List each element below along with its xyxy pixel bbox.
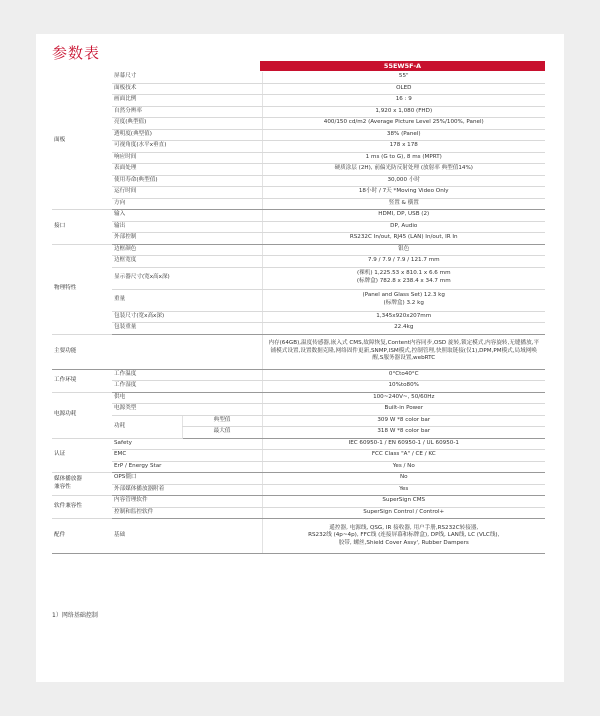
physical-row: [52, 256, 545, 268]
row-label: 方向: [112, 198, 262, 210]
value-line: 1,920 x 1,080 (FHD): [375, 107, 433, 114]
row-label: 使用寿命(典型值): [112, 175, 262, 187]
physical-row: [52, 244, 545, 256]
value-line: 0°Cto40°C: [388, 370, 419, 377]
row-value: 100~240V~, 50/60Hz: [262, 392, 545, 404]
row-value: [262, 381, 545, 393]
panel-row: [52, 118, 545, 130]
value-line-3: 胶带, 螺丝,Shield Cover Assy', Rubber Dampers: [338, 539, 469, 546]
panel-category: [52, 72, 112, 210]
value-line-2: (标牌盒) 3.2 kg: [383, 300, 424, 306]
row-label: OPS僵口: [112, 473, 262, 485]
media-player-row: [52, 484, 545, 496]
row-label: 工作湿度: [112, 381, 262, 393]
certification-row: [52, 438, 545, 450]
value-line: Yes: [399, 485, 409, 492]
category-label: 接口: [54, 222, 66, 229]
row-value: [262, 164, 545, 176]
row-value: [262, 83, 545, 95]
value-line: IEC 60950-1 / EN 60950-1 / UL 60950-1: [348, 439, 459, 446]
software-category: [52, 496, 112, 519]
value-line: 38% (Panel): [386, 130, 421, 137]
value-line: 178 x 178: [389, 142, 418, 149]
spec-sheet: [36, 34, 564, 682]
value-line: SuperSign Control / Control+: [363, 508, 445, 515]
row-label: 输入: [112, 210, 262, 222]
row-value: Built-in Power: [262, 404, 545, 416]
value-line: 18小时 / 7天 *Moving Video Only: [358, 188, 449, 195]
value-line: 22.4kg: [394, 324, 414, 331]
value-line: 16 : 9: [395, 96, 412, 103]
category-label: 面板: [54, 136, 66, 143]
environment-category: [52, 369, 112, 392]
row-value: [262, 438, 545, 450]
category-label: 物理特性: [54, 285, 77, 292]
software-row: [52, 507, 545, 519]
typical-value: 309 W *8 color bar: [262, 415, 545, 427]
value-line: RS232C In/out, RJ45 (LAN) In/out, IR In: [349, 234, 458, 241]
row-label: 面板技术: [112, 83, 262, 95]
row-label: 重量: [112, 289, 262, 311]
row-value: [262, 72, 545, 83]
value-line: 竖置 & 横置: [388, 199, 419, 206]
certification-row: [52, 461, 545, 473]
row-label: 可视角度(水平x垂直): [112, 141, 262, 153]
row-label: 透明度(典型值): [112, 129, 262, 141]
row-value: [262, 118, 545, 130]
row-label-empty: [112, 334, 262, 369]
row-value: [262, 187, 545, 199]
row-label: ErP / Energy Star: [112, 461, 262, 473]
row-label: 工作温度: [112, 369, 262, 381]
row-value: [262, 233, 545, 245]
accessories-value: [262, 519, 545, 554]
row-label: 电源类型: [112, 404, 262, 416]
interface-category: [52, 210, 112, 245]
row-value: [262, 369, 545, 381]
row-label: 包装尺寸(宽x高x深): [112, 311, 262, 323]
panel-row: [52, 164, 545, 176]
value-line: 1 ms (G to G), 8 ms (MPRT): [365, 153, 442, 160]
row-label: 自然分辨率: [112, 106, 262, 118]
power-row: [52, 392, 545, 404]
row-label: 输出: [112, 221, 262, 233]
certification-row: [52, 450, 545, 462]
value-line: 55": [398, 73, 409, 80]
category-label: 工作环境: [54, 376, 77, 383]
panel-row: [52, 83, 545, 95]
panel-row: [52, 175, 545, 187]
row-label: 包装重量: [112, 323, 262, 335]
value-line-2: (标牌盒) 782.8 x 238.4 x 34.7 mm: [356, 278, 451, 284]
row-value: [262, 198, 545, 210]
row-value: [262, 221, 545, 233]
row-label: 控制和监控软件: [112, 507, 262, 519]
environment-row: [52, 381, 545, 393]
row-label: 边框宽度: [112, 256, 262, 268]
category-label: 媒体播放器: [54, 476, 82, 483]
row-value: [262, 256, 545, 268]
row-label: 屏幕尺寸: [112, 72, 262, 83]
value-line: (Panel and Glass Set) 12.3 kg: [362, 292, 445, 299]
physical-row: [52, 267, 545, 289]
row-value: [262, 507, 545, 519]
accessories-label: 基础: [112, 519, 262, 554]
row-label: EMC: [112, 450, 262, 462]
value-line: OLED: [396, 84, 412, 91]
panel-row: [52, 106, 545, 118]
max-value: 318 W *8 color bar: [262, 427, 545, 439]
interface-row: [52, 221, 545, 233]
media-player-category: [52, 473, 112, 496]
category-label: 认证: [54, 451, 66, 458]
model-header: 55EW5F-A: [260, 61, 545, 71]
power-row: [52, 404, 545, 416]
row-value: [262, 311, 545, 323]
row-value: [262, 95, 545, 107]
value-line: 硬质涂层 (2H), 前偏光防反射处理 (放射率 典型值14%): [334, 165, 473, 172]
category-label-2: 兼容性: [54, 484, 71, 490]
row-value: [262, 473, 545, 485]
row-label: 外部控制: [112, 233, 262, 245]
interface-row: [52, 210, 545, 222]
value-line: 10%to80%: [388, 382, 419, 389]
value-line: HDMI, DP, USB (2): [378, 211, 430, 218]
certification-category: [52, 438, 112, 473]
panel-row: [52, 152, 545, 164]
panel-row: [52, 72, 545, 83]
panel-row: [52, 95, 545, 107]
category-label: 软件兼容性: [54, 503, 82, 510]
value-line: 1,345x920x207mm: [376, 312, 432, 319]
physical-row: [52, 323, 545, 335]
row-value: [262, 129, 545, 141]
row-value: [262, 141, 545, 153]
row-value: [262, 175, 545, 187]
media-player-row: [52, 473, 545, 485]
value-line: DP, Audio: [390, 222, 418, 229]
environment-row: [52, 369, 545, 381]
row-label: 表面处理: [112, 164, 262, 176]
row-label: 外部媒体播放器附着: [112, 484, 262, 496]
features-category: 主要功能: [52, 334, 112, 369]
row-value: [262, 244, 545, 256]
panel-row: [52, 141, 545, 153]
accessories-category: 配件: [52, 519, 112, 554]
value-line: 30,000 小时: [387, 176, 421, 183]
max-label: 最大值: [182, 427, 262, 439]
row-value: [262, 450, 545, 462]
features-value: 内存(64GB),温度传感器,嵌入式 CMS,故障恢复,Content内容同步,OSD 旋转,锁定模式,内容旋转,无缝播放,平铺模式设置,设置数据克隆,网络固件更新,SNMP,ISM模式,控制管理,快照取链接(仅1),DPM,PM模式,局域网唤醒,S服务器设置,webRTC: [262, 334, 545, 369]
value-line: FCC Class "A" / CE / KC: [371, 451, 436, 458]
row-value: [262, 461, 545, 473]
value-line: SuperSign CMS: [382, 497, 426, 504]
features-row: [52, 334, 545, 369]
row-value: [262, 323, 545, 335]
physical-category: [52, 244, 112, 334]
spec-table: [52, 72, 545, 554]
power-consumption-row: [52, 415, 545, 427]
physical-row: [52, 311, 545, 323]
value-line: 400/150 cd/m2 (Average Picture Level 25%/100%, Panel): [323, 119, 484, 126]
row-label: Safety: [112, 438, 262, 450]
physical-row: [52, 289, 545, 311]
row-value: [262, 267, 545, 289]
row-label: 供电: [112, 392, 262, 404]
row-label: 边框颜色: [112, 244, 262, 256]
value-line: 遥控器, 电源线, QSG, IR 接收器, 用户手册,RS232C转接器,: [329, 524, 479, 531]
row-value: [262, 289, 545, 311]
row-label: 画面比例: [112, 95, 262, 107]
accessories-row: [52, 519, 545, 554]
footnote: 1）网络基础控制: [52, 612, 98, 619]
value-line: 银色: [398, 245, 410, 252]
row-value: [262, 106, 545, 118]
software-row: [52, 496, 545, 508]
row-value: [262, 484, 545, 496]
panel-row: [52, 198, 545, 210]
consumption-label: 功耗: [112, 415, 182, 438]
interface-row: [52, 233, 545, 245]
row-label: 显示器尺寸(宽x高x深): [112, 267, 262, 289]
panel-row: [52, 129, 545, 141]
row-label: 内容管理软件: [112, 496, 262, 508]
power-category: 电源功耗: [52, 392, 112, 438]
typical-label: 典型值: [182, 415, 262, 427]
row-label: 亮度(典型值): [112, 118, 262, 130]
value-line: Yes / No: [392, 462, 415, 469]
value-line: 7.9 / 7.9 / 7.9 / 121.7 mm: [367, 257, 440, 264]
row-value: [262, 152, 545, 164]
row-label: 响应时间: [112, 152, 262, 164]
value-line-2: RS232线 (4p~4p), FFC线 (连接屏幕和标牌盒), DP线, LAN线, LC (VLC线),: [308, 532, 500, 539]
row-value: [262, 210, 545, 222]
row-value: [262, 496, 545, 508]
value-line: (裸机) 1,225.53 x 810.1 x 6.6 mm: [356, 270, 451, 277]
value-line: No: [399, 474, 408, 481]
panel-row: [52, 187, 545, 199]
row-label: 运行时间: [112, 187, 262, 199]
page-title: 参数表: [52, 44, 101, 62]
